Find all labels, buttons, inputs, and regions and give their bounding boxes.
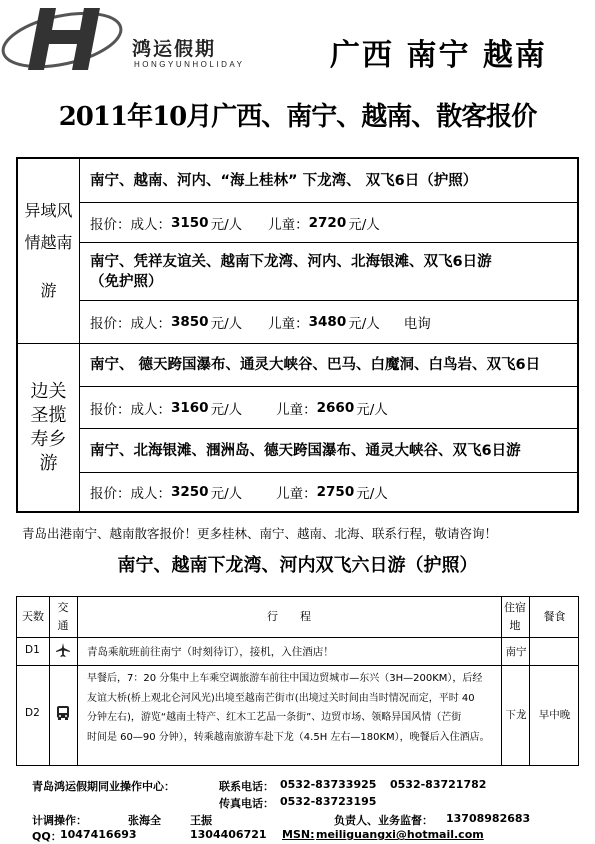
price-label: 报价：成人： xyxy=(90,401,171,418)
adult-price: 3250 xyxy=(171,484,209,500)
price-label: 报价：成人： xyxy=(90,486,171,502)
day-route: 青岛乘航班前往南宁（时刻待订），接机，入住酒店！ xyxy=(87,646,334,658)
child-label: 儿童： xyxy=(268,216,309,233)
stay-location: 南宁 xyxy=(505,646,527,658)
category-line: 游 xyxy=(40,281,57,300)
operator-name: 王振 xyxy=(190,814,212,827)
category-line: 异域风 xyxy=(24,201,73,220)
price-table xyxy=(16,157,579,513)
header-day: 天数 xyxy=(22,610,44,623)
header-route: 行 程 xyxy=(267,610,311,623)
route-name: 南宁、凭祥友谊关、越南下龙湾、河内、北海银滩、双飞6日游 xyxy=(90,253,492,270)
operation-center-label: 青岛鸿运假期同业操作中心： xyxy=(32,780,175,793)
category-line: 情越南 xyxy=(24,233,73,252)
header-transport: 交 通 xyxy=(57,601,69,632)
tel-label: 联系电话： xyxy=(219,780,274,793)
manager-phone: 13708982683 xyxy=(446,812,531,825)
manager-label: 负责人、业务监督： xyxy=(334,814,433,827)
price-row xyxy=(80,301,577,343)
child-label: 儿童： xyxy=(276,401,317,418)
route-line: 分钟左右)，游览“越南土特产、红木工艺品一条街”、边贸市场、领略异国风情（芒街 xyxy=(87,712,462,723)
child-price: 2720 xyxy=(308,214,347,231)
fax-label: 传真电话： xyxy=(219,797,274,810)
msn-address[interactable]: meiliguangxi@hotmail.com xyxy=(316,828,484,841)
logo-swoosh-icon xyxy=(0,0,130,80)
tel-number: 0532-83721782 xyxy=(390,778,487,791)
price-inquiry: 电询 xyxy=(403,316,431,332)
category-line: 游 xyxy=(39,452,58,474)
price-row xyxy=(80,473,577,511)
airplane-icon xyxy=(55,642,71,658)
child-price: 3480 xyxy=(308,314,347,330)
page-title: 2011年10月广西、南宁、越南、散客报价 xyxy=(58,102,537,132)
price-label: 报价：成人： xyxy=(90,216,171,233)
adult-price: 3850 xyxy=(171,314,209,330)
category-border-longevity xyxy=(18,343,80,511)
child-price: 2750 xyxy=(316,484,355,500)
price-unit: 元/人 xyxy=(210,486,243,502)
qq-label: QQ： xyxy=(32,830,62,843)
child-price: 2660 xyxy=(316,399,355,416)
route-name: 南宁、 德天跨国瀑布、通灵大峡谷、巴马、白魔洞、白鸟岩、双飞6日 xyxy=(90,357,541,373)
route-name: 南宁、越南、河内、“海上桂林” 下龙湾、 双飞6日（护照） xyxy=(90,172,478,189)
destination-title: 广西 南宁 越南 xyxy=(330,38,547,73)
price-unit: 元/人 xyxy=(348,216,380,233)
phone-number: 1304406721 xyxy=(190,828,267,841)
operator-label: 计调操作： xyxy=(32,814,87,827)
msn-label: MSN: xyxy=(282,828,315,841)
category-exotic-vietnam xyxy=(18,159,80,343)
price-unit: 元/人 xyxy=(210,216,243,233)
price-row xyxy=(80,387,577,429)
category-line: 边关 xyxy=(30,380,67,402)
route-line: 早餐后，7：20 分集中上车乘空调旅游车前往中国边贸城市—东兴（3H—200KM），后经 xyxy=(87,673,483,684)
adult-price: 3150 xyxy=(171,214,209,231)
price-unit: 元/人 xyxy=(210,316,243,332)
meals: 早中晚 xyxy=(538,709,571,721)
itinerary-title: 南宁、越南下龙湾、河内双飞六日游（护照） xyxy=(117,555,478,576)
day-label: D1 xyxy=(25,644,40,656)
stay-location: 下龙 xyxy=(505,709,527,721)
day-route xyxy=(87,669,499,747)
logo-chinese-name: 鸿运假期 xyxy=(132,38,217,60)
child-label: 儿童： xyxy=(276,486,317,502)
qq-number: 1047416693 xyxy=(60,828,137,841)
header-stay: 住宿 地 xyxy=(504,601,526,632)
fax-number: 0532-83723195 xyxy=(280,795,377,808)
tel-number: 0532-83733925 xyxy=(280,778,377,791)
row-divider xyxy=(17,637,578,638)
row-divider xyxy=(17,665,578,666)
route-row xyxy=(80,243,577,301)
route-name: 南宁、北海银滩、涠洲岛、德天跨国瀑布、通灵大峡谷、双飞6日游 xyxy=(90,442,521,459)
route-line: 时间是 60—90 分钟），转乘越南旅游车赴下龙（4.5H 左右—180KM），晚餐后入住酒店。 xyxy=(87,731,490,743)
day-label: D2 xyxy=(25,707,40,719)
price-row xyxy=(80,203,577,243)
price-label: 报价：成人： xyxy=(90,316,171,332)
child-label: 儿童： xyxy=(268,316,309,332)
route-line: 友谊大桥(桥上观北仑河风光)出境至越南芒街市(出境过关时间由当时情况而定，平时 40 xyxy=(87,692,475,704)
price-unit: 元/人 xyxy=(356,401,388,418)
route-row xyxy=(80,343,577,387)
price-unit: 元/人 xyxy=(348,316,380,332)
route-row xyxy=(80,159,577,203)
operator-name: 张海全 xyxy=(128,814,161,827)
bus-icon xyxy=(55,705,71,721)
route-row xyxy=(80,429,577,473)
category-line: 寿乡 xyxy=(30,428,67,450)
inquiry-note: 青岛出港南宁、越南散客报价！更多桂林、南宁、越南、北海、联系行程，敬请咨询！ xyxy=(22,526,498,541)
itinerary-table xyxy=(16,596,579,766)
price-unit: 元/人 xyxy=(210,401,243,418)
category-line: 圣揽 xyxy=(30,404,67,426)
header-meals: 餐食 xyxy=(543,610,566,623)
logo-english-name: HONGYUNHOLIDAY xyxy=(134,60,245,69)
adult-price: 3160 xyxy=(171,399,209,416)
price-unit: 元/人 xyxy=(356,486,388,502)
route-note: （免护照） xyxy=(90,273,163,290)
